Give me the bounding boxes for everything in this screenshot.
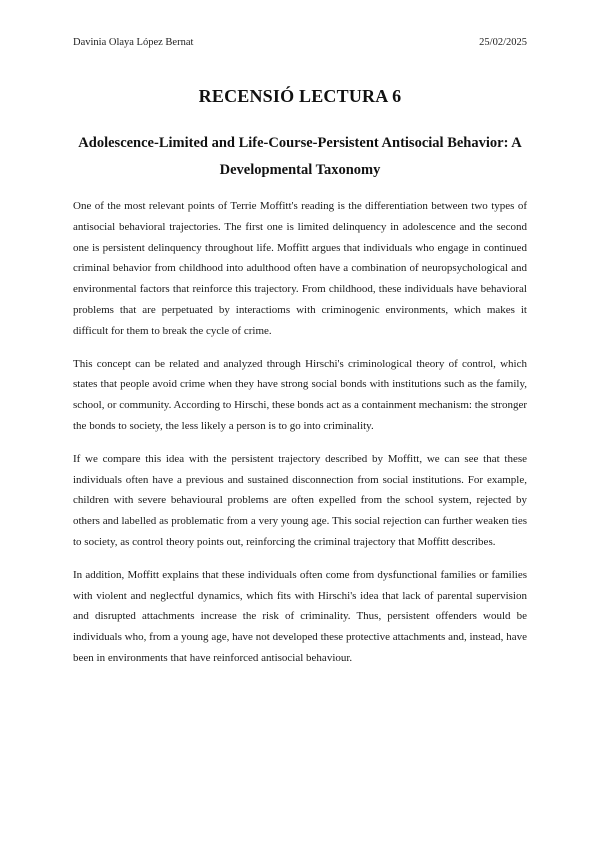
document-subtitle: Adolescence-Limited and Life-Course-Persistent Antisocial Behavior: A Developmental Taxonomy xyxy=(78,135,522,178)
paragraph-4: In addition, Moffitt explains that these individuals often come from dysfunctional families or families with violent and neglectful dynamics, which fits with Hirschi's idea that lack of parental supervision and disrupted attachments increase the risk of criminality. Thus, persistent offenders would be individuals who, from a young age, have not developed these protective attachments and, instead, have been in environments that have reinforced antisocial behaviour. xyxy=(73,568,527,664)
paragraph-3: If we compare this idea with the persistent trajectory described by Moffitt, we can see that these individuals often have a previous and sustained disconnection from social institutions. For example, children with severe behavioural problems are often expelled from the school system, rejected by others and labelled as problematic from a very young age. This social rejection can further weaken ties to society, as control theory points out, reinforcing the criminal trajectory that Moffitt describes. xyxy=(73,452,527,548)
document-body xyxy=(73,196,527,681)
header-date: 25/02/2025 xyxy=(479,37,527,48)
paragraph-2: This concept can be related and analyzed through Hirschi's criminological theory of control, which states that people avoid crime when they have strong social bonds with institutions such as the family, school, or community. According to Hirschi, these bonds act as a containment mechanism: the stronger the bonds to society, the less likely a person is to go into criminality. xyxy=(73,357,527,432)
page-header xyxy=(73,37,527,51)
paragraph-1: One of the most relevant points of Terrie Moffitt's reading is the differentiation between two types of antisocial behavioral trajectories. The first one is limited delinquency in adolescence and the second one is persistent delinquency throughout life. Moffitt argues that individuals who engage in continued criminal behavior from childhood into adulthood often have a combination of neuropsychological and environmental factors that reinforce this trajectory. From childhood, these individuals have behavioral problems that are perpetuated by interactioms with criminogenic environments, which makes it difficult for them to break the cycle of crime. xyxy=(73,200,527,337)
document-title: RECENSIÓ LECTURA 6 xyxy=(198,86,402,106)
header-author: Davinia Olaya López Bernat xyxy=(73,37,194,48)
